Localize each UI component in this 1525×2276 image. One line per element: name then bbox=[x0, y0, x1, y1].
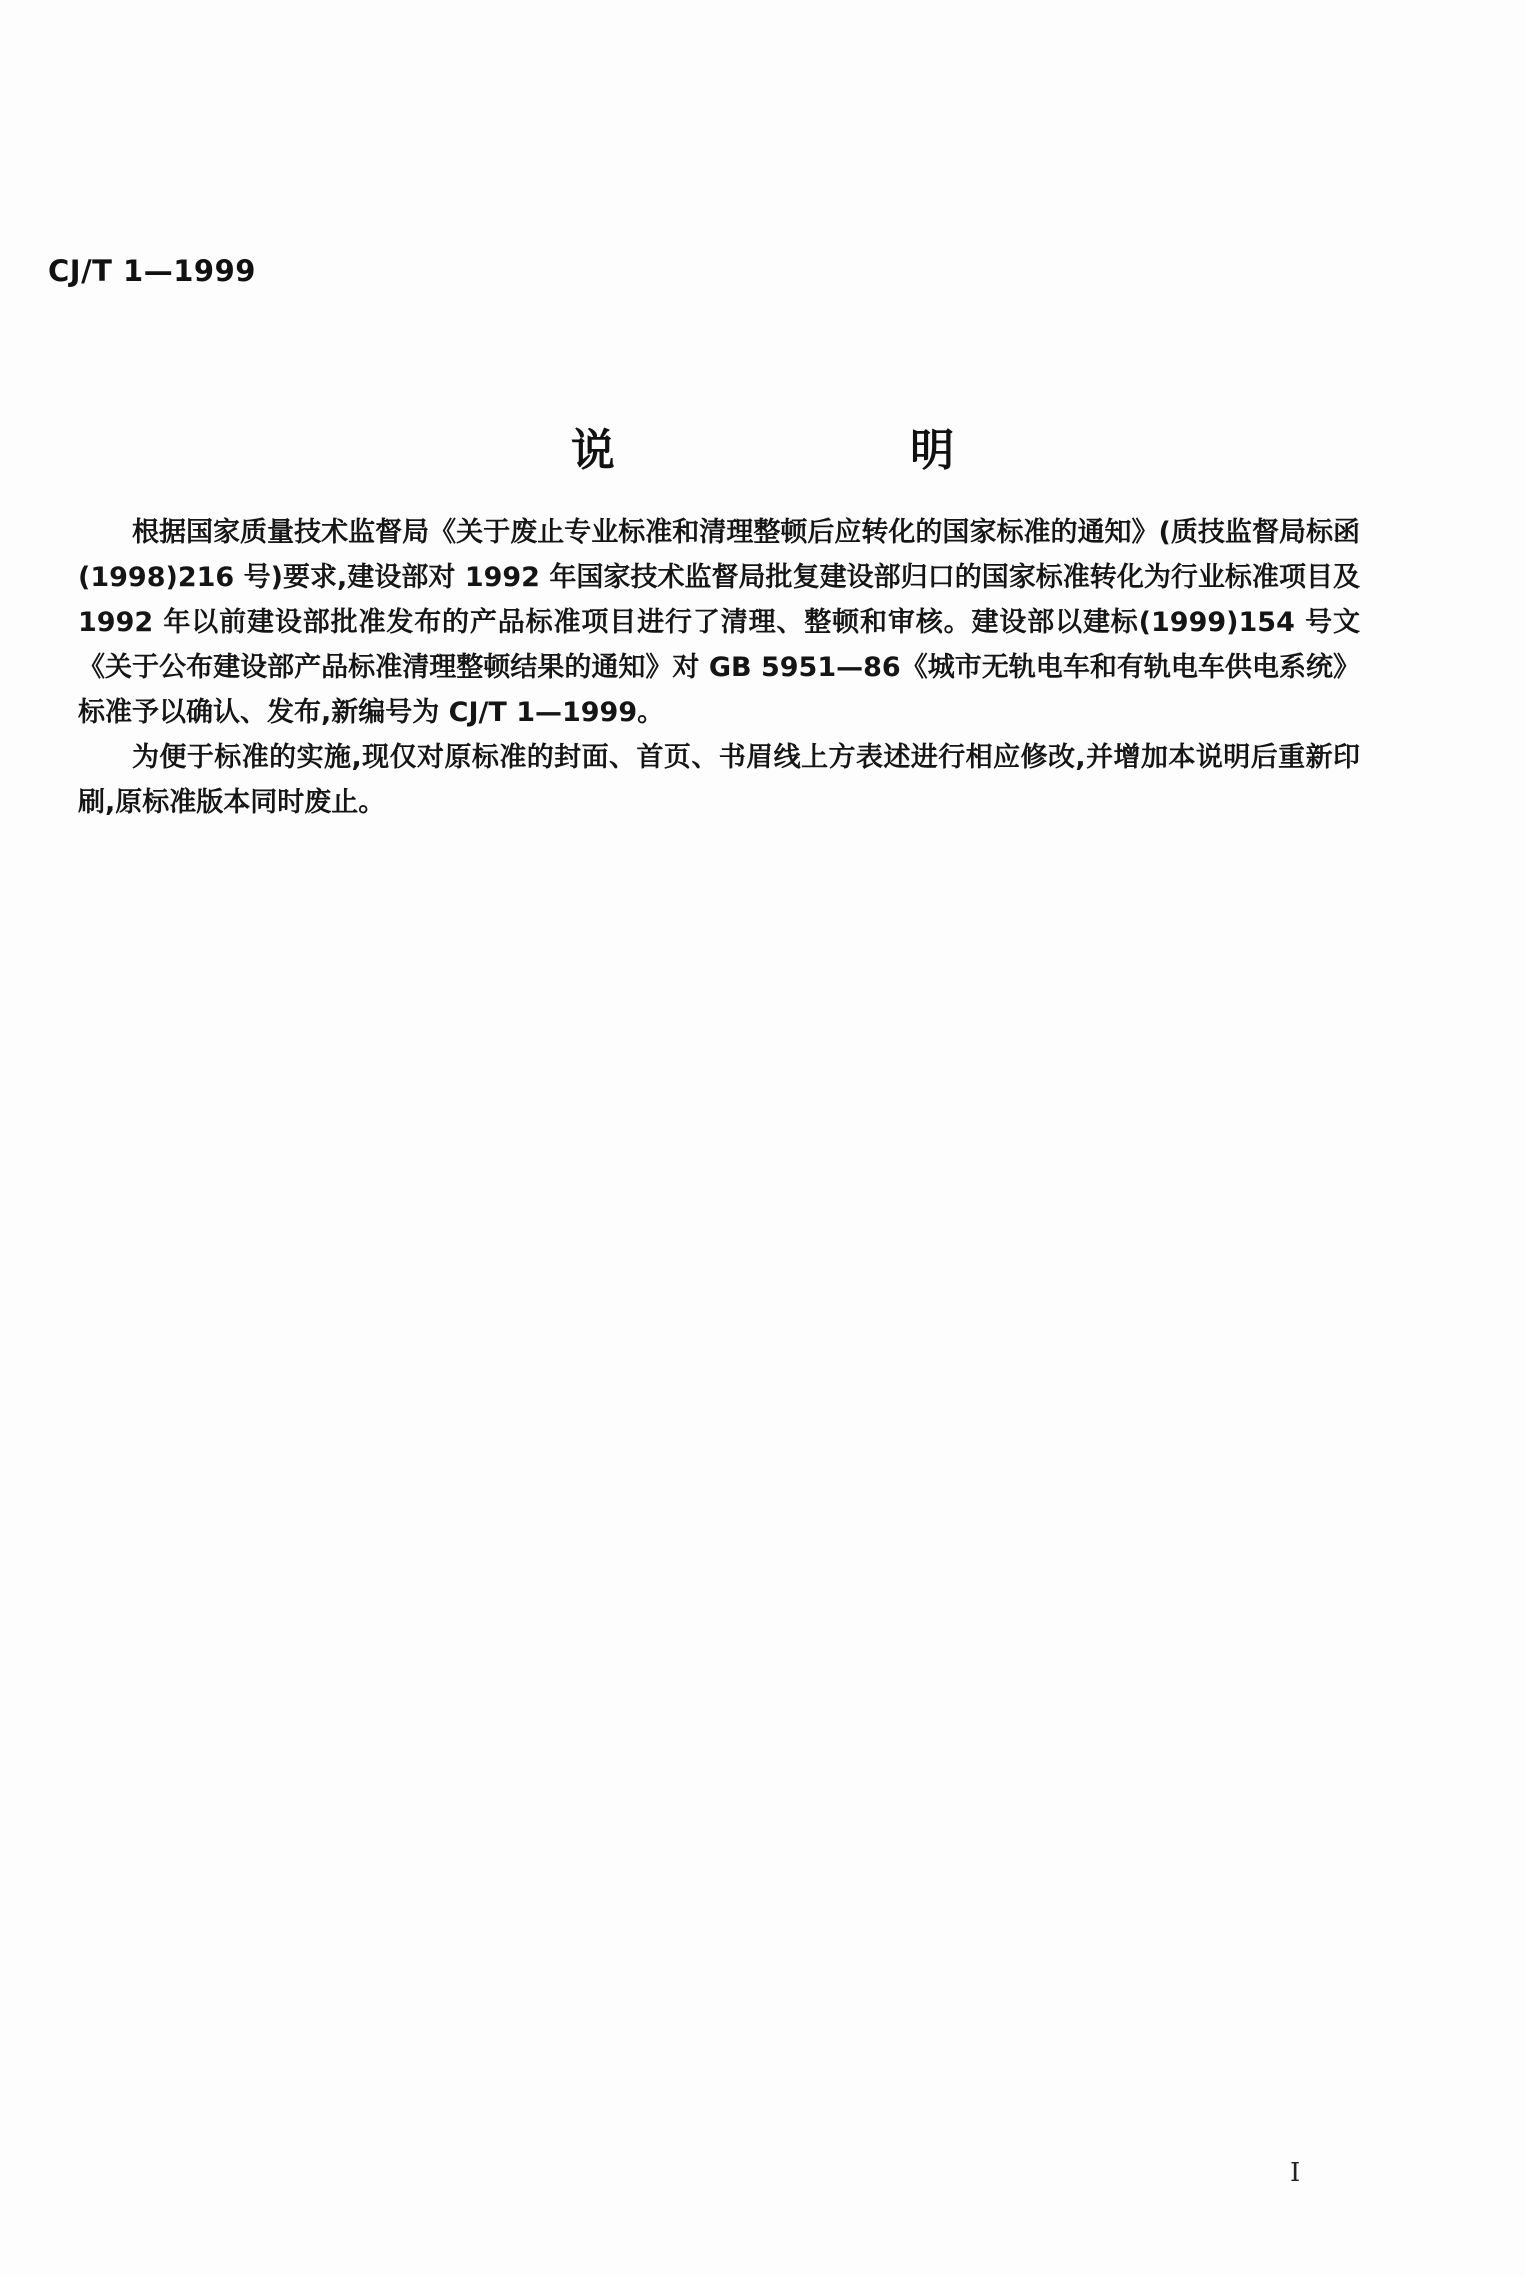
page-title: 说 明 bbox=[570, 425, 1095, 476]
page-number: I bbox=[1290, 2158, 1301, 2188]
paragraph-2: 为便于标准的实施,现仅对原标准的封面、首页、书眉线上方表述进行相应修改,并增加本说明后重新印刷,原标准版本同时废止。 bbox=[78, 742, 1360, 818]
standard-code: CJ/T 1—1999 bbox=[48, 254, 256, 288]
body-text bbox=[78, 510, 1360, 825]
paragraph-1: 根据国家质量技术监督局《关于废止专业标准和清理整顿后应转化的国家标准的通知》(质技监督局标函(1998)216 号)要求,建设部对 1992 年国家技术监督局批复建设部归口的国家标准转化为行业标准项目及 1992 年以前建设部批准发布的产品标准项目进行了清理、整顿和审核。建设部以建标(1999)154 号文《关于公布建设部产品标准清理整顿结果的通知》对 GB 5951—86《城市无轨电车和有轨电车供电系统》标准予以确认、发布,新编号为 CJ/T 1—1999。 bbox=[78, 517, 1360, 728]
